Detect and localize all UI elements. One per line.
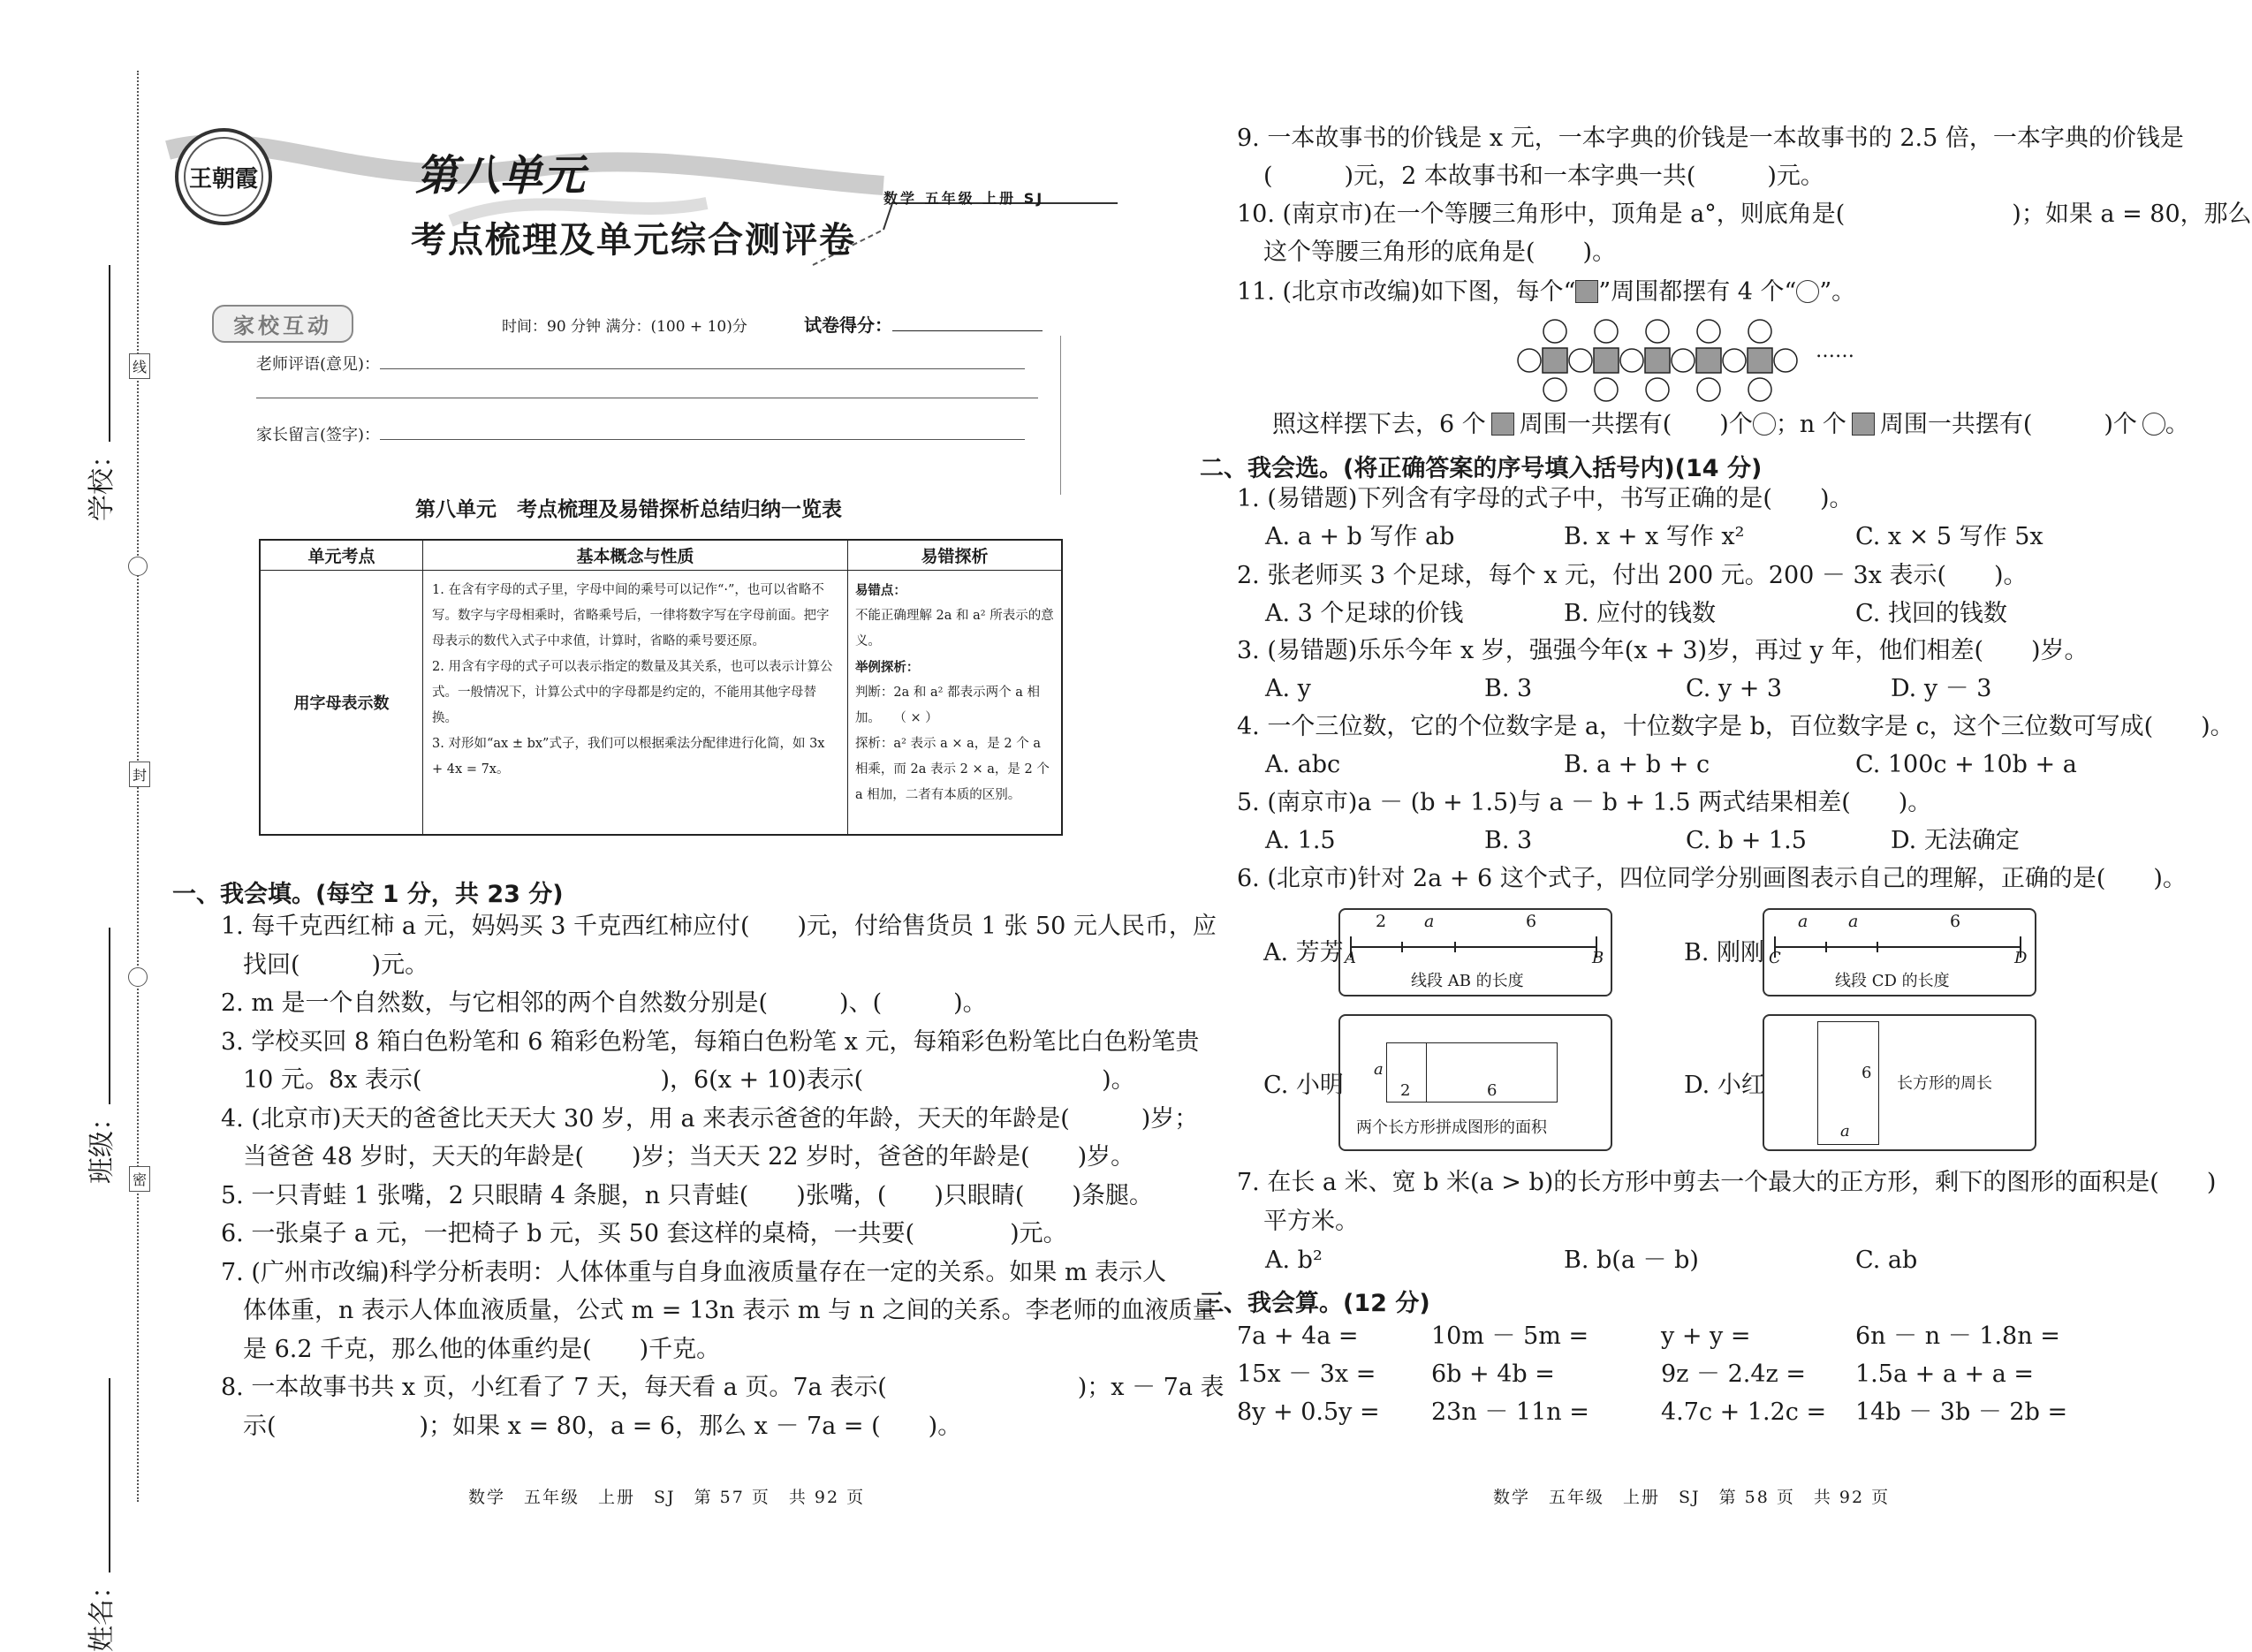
question-line: 3. 学校买回 8 箱白色粉笔和 6 箱彩色粉笔，每箱白色粉笔 x 元，每箱彩色粉笔比白色粉笔贵 — [221, 1027, 1200, 1056]
name-label: 姓名： — [87, 1572, 118, 1652]
pattern-square — [1594, 348, 1619, 373]
header-topic: 单元考点 — [260, 540, 423, 570]
q6c-label-6: 6 — [1487, 1081, 1498, 1100]
pattern-circle — [1569, 349, 1592, 372]
page-footer-right: 数学 五年级 上册 SJ 第 58 页 共 92 页 — [1493, 1488, 1891, 1507]
q6a-label-a: a — [1424, 912, 1435, 931]
q11-text: ”周围都摆有 4 个“ — [1598, 278, 1797, 306]
q11-text: 。 — [2165, 411, 2189, 438]
choice-option: B. 应付的钱数 — [1564, 600, 1717, 627]
question-line: 示( )；如果 x = 80，a = 6，那么 x － 7a = ( )。 — [243, 1412, 962, 1440]
q6d-label-a: a — [1840, 1122, 1850, 1140]
square-icon — [1852, 413, 1875, 436]
q6b-point-d: D — [2014, 949, 2028, 967]
teacher-label: 老师评语(意见)： — [256, 355, 381, 374]
calc-item: y + y = — [1661, 1322, 1751, 1350]
errors-cell — [847, 570, 1062, 835]
page-footer-left: 数学 五年级 上册 SJ 第 57 页 共 92 页 — [468, 1488, 866, 1507]
q6d-label-6: 6 — [1862, 1064, 1872, 1082]
pattern-square — [1543, 348, 1567, 373]
calc-item: 10m － 5m = — [1431, 1322, 1589, 1350]
question-line: 9. 一本故事书的价钱是 x 元，一本字典的价钱是一本故事书的 2.5 倍，一本字典的价钱是 — [1237, 125, 2184, 152]
table-row — [260, 570, 1062, 835]
calc-item: 14b － 3b － 2b = — [1855, 1398, 2068, 1426]
q6-figure-a — [1338, 908, 1612, 997]
question-line: 4. (北京市)天天的爸爸比天天大 30 岁，用 a 来表示爸爸的年龄，天天的年龄是( )岁； — [221, 1104, 1199, 1133]
score-label: 试卷得分： — [804, 314, 892, 336]
pattern-circle — [1595, 378, 1618, 401]
q7-option: A. b² — [1265, 1247, 1323, 1274]
choice-question: 6. (北京市)针对 2a + 6 这个式子，四位同学分别画图表示自己的理解，正确的是( )。 — [1237, 865, 2187, 892]
q7-option: B. b(a － b) — [1564, 1247, 1699, 1274]
q6c-label-a: a — [1374, 1060, 1384, 1079]
calc-item: 4.7c + 1.2c = — [1661, 1398, 1827, 1426]
q6-option-c-label: C. 小明 — [1263, 1072, 1344, 1099]
q6-figure-c — [1338, 1014, 1612, 1151]
question-7-cont: 平方米。 — [1263, 1208, 1359, 1235]
exam-meta: 时间：90 分钟 满分：(100 + 10)分 — [502, 318, 747, 336]
pattern-circle — [1672, 349, 1695, 372]
score-field[interactable] — [804, 311, 1043, 337]
square-icon — [1491, 413, 1514, 436]
parent-comment-field[interactable] — [256, 422, 1025, 445]
q6d-caption: 长方形的周长 — [1897, 1074, 1992, 1093]
choice-option: C. y + 3 — [1686, 675, 1783, 702]
calc-item: 15x － 3x = — [1237, 1360, 1376, 1388]
choice-option: A. 1.5 — [1265, 827, 1336, 854]
choice-question: 2. 张老师买 3 个足球，每个 x 元，付出 200 元。200 － 3x 表示( )。 — [1237, 562, 2028, 589]
q6b-label-6: 6 — [1950, 912, 1961, 931]
choice-question: 5. (南京市)a － (b + 1.5)与 a － b + 1.5 两式结果相差( )。 — [1237, 789, 1932, 816]
pattern-circle — [1646, 378, 1669, 401]
pattern-circle — [1543, 320, 1566, 343]
concept-item: 3. 对形如“ax ± bx”式子，我们可以根据乘法分配律进行化简，如 3x + 4x = 7x。 — [432, 736, 825, 777]
q6-figure-d — [1763, 1014, 2036, 1151]
calc-item: 7a + 4a = — [1237, 1322, 1359, 1350]
error-item: 判断：2a 和 a² 都表示两个 a 相加。 （ × ） — [854, 685, 1040, 725]
pattern-figure — [1520, 316, 1802, 405]
question-line: 6. 一张桌子 a 元，一把椅子 b 元，买 50 套这样的桌椅，一共要( )元。 — [221, 1220, 1067, 1247]
question-line: 这个等腰三角形的底角是( )。 — [1263, 239, 1617, 266]
error-heading: 易错点： — [854, 582, 906, 598]
seal-feng: 封 — [129, 762, 150, 787]
choice-option: A. a + b 写作 ab — [1265, 523, 1455, 550]
question-line: 找回( )元。 — [243, 951, 429, 979]
question-11 — [1237, 277, 1855, 307]
pattern-circle — [1697, 378, 1720, 401]
concept-item: 1. 在含有字母的式子里，字母中间的乘号可以记作“·”，也可以省略不写。数字与字母相乘时，省略乘号后，一律将数字写在字母前面。把字母表示的数代入式子中求值，计算时，省略的乘号要还原。 — [432, 582, 830, 648]
q6a-caption: 线段 AB 的长度 — [1411, 972, 1524, 990]
pattern-circle — [1748, 378, 1771, 401]
teacher-comment-field[interactable] — [256, 352, 1025, 375]
choice-option: D. 无法确定 — [1891, 827, 2020, 854]
seal-mi: 密 — [129, 1166, 150, 1192]
choice-option: A. abc — [1265, 751, 1341, 778]
choice-option: B. x + x 写作 x² — [1564, 523, 1745, 550]
pattern-square — [1748, 348, 1772, 373]
q11-text: 周围一共摆有( )个 — [1879, 411, 2137, 438]
question-line: 2. m 是一个自然数，与它相邻的两个自然数分别是( )、( )。 — [221, 989, 987, 1017]
q6b-point-c: C — [1769, 949, 1781, 967]
q6-option-b-label: B. 刚刚 — [1684, 939, 1765, 966]
question-7: 7. 在长 a 米、宽 b 米(a > b)的长方形中剪去一个最大的正方形，剩下的图形的面积是( ) — [1237, 1169, 2217, 1196]
q6-figure-b — [1763, 908, 2036, 997]
logo — [175, 128, 272, 225]
calc-item: 8y + 0.5y = — [1237, 1398, 1380, 1426]
subject-tag: 数学 五年级 上册 SJ — [883, 190, 1045, 207]
q11-text: 11. (北京市改编)如下图，每个“ — [1237, 278, 1576, 306]
calc-item: 9z － 2.4z = — [1661, 1360, 1806, 1388]
q11-text: ；n 个 — [1775, 411, 1846, 438]
binding-hole — [128, 967, 148, 987]
question-line: 8. 一本故事书共 x 页，小红看了 7 天，每天看 a 页。7a 表示( )；x － 7a 表 — [221, 1374, 1225, 1401]
topic-cell: 用字母表示数 — [260, 570, 423, 835]
header-errors: 易错探析 — [847, 540, 1062, 570]
table-header-row — [260, 540, 1062, 570]
choice-option: B. 3 — [1484, 827, 1533, 854]
q6a-label-2: 2 — [1376, 912, 1387, 931]
q6b-label-a: a — [1848, 912, 1859, 931]
unit-title: 第八单元 — [415, 151, 586, 201]
pattern-circle — [1748, 320, 1771, 343]
calc-item: 23n － 11n = — [1431, 1398, 1589, 1426]
pattern-square — [1696, 348, 1721, 373]
summary-table — [259, 539, 1063, 836]
question-11-answer-line — [1272, 410, 2189, 440]
q6b-label-a: a — [1798, 912, 1808, 931]
choice-question: 3. (易错题)乐乐今年 x 岁，强强今年(x + 3)岁，再过 y 年，他们相差( )岁。 — [1237, 637, 2089, 664]
q11-text: 照这样摆下去，6 个 — [1272, 411, 1486, 438]
pattern-circle — [1620, 349, 1643, 372]
jiaxiao-badge: 家校互动 — [212, 305, 353, 343]
q6b-caption: 线段 CD 的长度 — [1835, 972, 1950, 990]
choice-option: C. b + 1.5 — [1686, 827, 1807, 854]
q7-option: C. ab — [1855, 1247, 1918, 1274]
school-label: 学校： — [87, 442, 118, 521]
pattern-circle — [1646, 320, 1669, 343]
choice-option: B. 3 — [1484, 675, 1533, 702]
calc-item: 6n － n － 1.8n = — [1855, 1322, 2060, 1350]
pattern-circle — [1543, 378, 1566, 401]
question-line: 7. (广州市改编)科学分析表明：人体体重与自身血液质量存在一定的关系。如果 m 表示人 — [221, 1258, 1167, 1286]
pattern-circle — [1723, 349, 1746, 372]
choice-option: C. x × 5 写作 5x — [1855, 523, 2043, 550]
question-line: ( )元，2 本故事书和一本字典一共( )元。 — [1263, 163, 1824, 190]
pattern-circle — [1518, 349, 1541, 372]
exam-title: 考点梳理及单元综合测评卷 — [411, 219, 856, 261]
pattern-circle — [1595, 320, 1618, 343]
question-line: 是 6.2 千克，那么他的体重约是( )千克。 — [243, 1335, 721, 1363]
q6a-label-6: 6 — [1526, 912, 1537, 931]
q6c-label-2: 2 — [1400, 1081, 1411, 1100]
pattern-ellipsis: …… — [1816, 340, 1854, 362]
header-concepts: 基本概念与性质 — [423, 540, 848, 570]
section-2-title: 二、我会选。(将正确答案的序号填入括号内)(14 分) — [1200, 455, 1763, 482]
pattern-circle — [1697, 320, 1720, 343]
binding-margin — [0, 0, 150, 1652]
header-banner — [159, 115, 1131, 292]
summary-title: 第八单元 考点梳理及易错探析总结归纳一览表 — [415, 498, 842, 521]
question-line: 10 元。8x 表示( )，6(x + 10)表示( )。 — [243, 1066, 1135, 1094]
section-1-title: 一、我会填。(每空 1 分，共 23 分) — [172, 881, 564, 908]
parent-label: 家长留言(签字)： — [256, 426, 381, 444]
binding-hole — [128, 557, 148, 576]
circle-icon — [1753, 413, 1776, 436]
q6c-caption: 两个长方形拼成图形的面积 — [1356, 1118, 1547, 1137]
question-line: 体体重，n 表示人体血液质量，公式 m = 13n 表示 m 与 n 之间的关系。李老师的血液质量 — [243, 1297, 1217, 1324]
q11-text: 周围一共摆有( )个 — [1519, 411, 1753, 438]
error-item: 不能正确理解 2a 和 a² 所表示的意义。 — [854, 608, 1054, 648]
q11-text: ”。 — [1819, 278, 1856, 306]
question-line: 10. (南京市)在一个等腰三角形中，顶角是 a°，则底角是( )；如果 a = 80，那么 — [1237, 201, 2252, 228]
class-label: 班级： — [87, 1104, 118, 1184]
q6-option-d-label: D. 小红 — [1684, 1072, 1765, 1099]
error-heading: 举例探析： — [854, 659, 920, 675]
circle-icon — [2142, 413, 2165, 436]
choice-question: 1. (易错题)下列含有字母的式子中，书写正确的是( )。 — [1237, 485, 1854, 512]
logo-text: 王朝霞 — [184, 137, 263, 216]
circle-icon — [1796, 280, 1819, 303]
choice-question: 4. 一个三位数，它的个位数字是 a，十位数字是 b，百位数字是 c，这个三位数可写成( )。 — [1237, 713, 2234, 740]
choice-option: C. 100c + 10b + a — [1855, 751, 2077, 778]
pattern-square — [1645, 348, 1670, 373]
calc-item: 6b + 4b = — [1431, 1360, 1555, 1388]
concepts-cell — [423, 570, 848, 835]
question-line: 当爸爸 48 岁时，天天的年龄是( )岁；当天天 22 岁时，爸爸的年龄是( )岁。 — [243, 1143, 1135, 1171]
calc-item: 1.5a + a + a = — [1855, 1360, 2035, 1388]
header-vertical-rule — [1060, 336, 1061, 495]
choice-option: B. a + b + c — [1564, 751, 1710, 778]
q6a-point-a: A — [1345, 949, 1356, 967]
question-line: 1. 每千克西红柿 a 元，妈妈买 3 千克西红柿应付( )元，付给售货员 1 张 50 元人民币，应 — [221, 913, 1217, 940]
square-icon — [1575, 280, 1598, 303]
choice-option: C. 找回的钱数 — [1855, 600, 2007, 627]
q6-option-a-label: A. 芳芳 — [1263, 939, 1344, 966]
seal-xian: 线 — [129, 353, 150, 379]
error-item: 探析：a² 表示 a × a，是 2 个 a 相乘，而 2a 表示 2 × a，是 2 个 a 相加，二者有本质的区别。 — [854, 736, 1050, 802]
q6a-point-b: B — [1592, 949, 1604, 967]
concept-item: 2. 用含有字母的式子可以表示指定的数量及其关系，也可以表示计算公式。一般情况下，计算公式中的字母都是约定的，不能用其他字母替换。 — [432, 659, 833, 725]
choice-option: A. 3 个足球的价钱 — [1265, 600, 1464, 627]
choice-option: D. y － 3 — [1891, 675, 1992, 702]
question-line: 5. 一只青蛙 1 张嘴，2 只眼睛 4 条腿，n 只青蛙( )张嘴，( )只眼睛( )条腿。 — [221, 1181, 1153, 1209]
choice-option: A. y — [1265, 675, 1311, 702]
pattern-circle — [1774, 349, 1797, 372]
section-3-title: 三、我会算。(12 分) — [1200, 1290, 1430, 1317]
